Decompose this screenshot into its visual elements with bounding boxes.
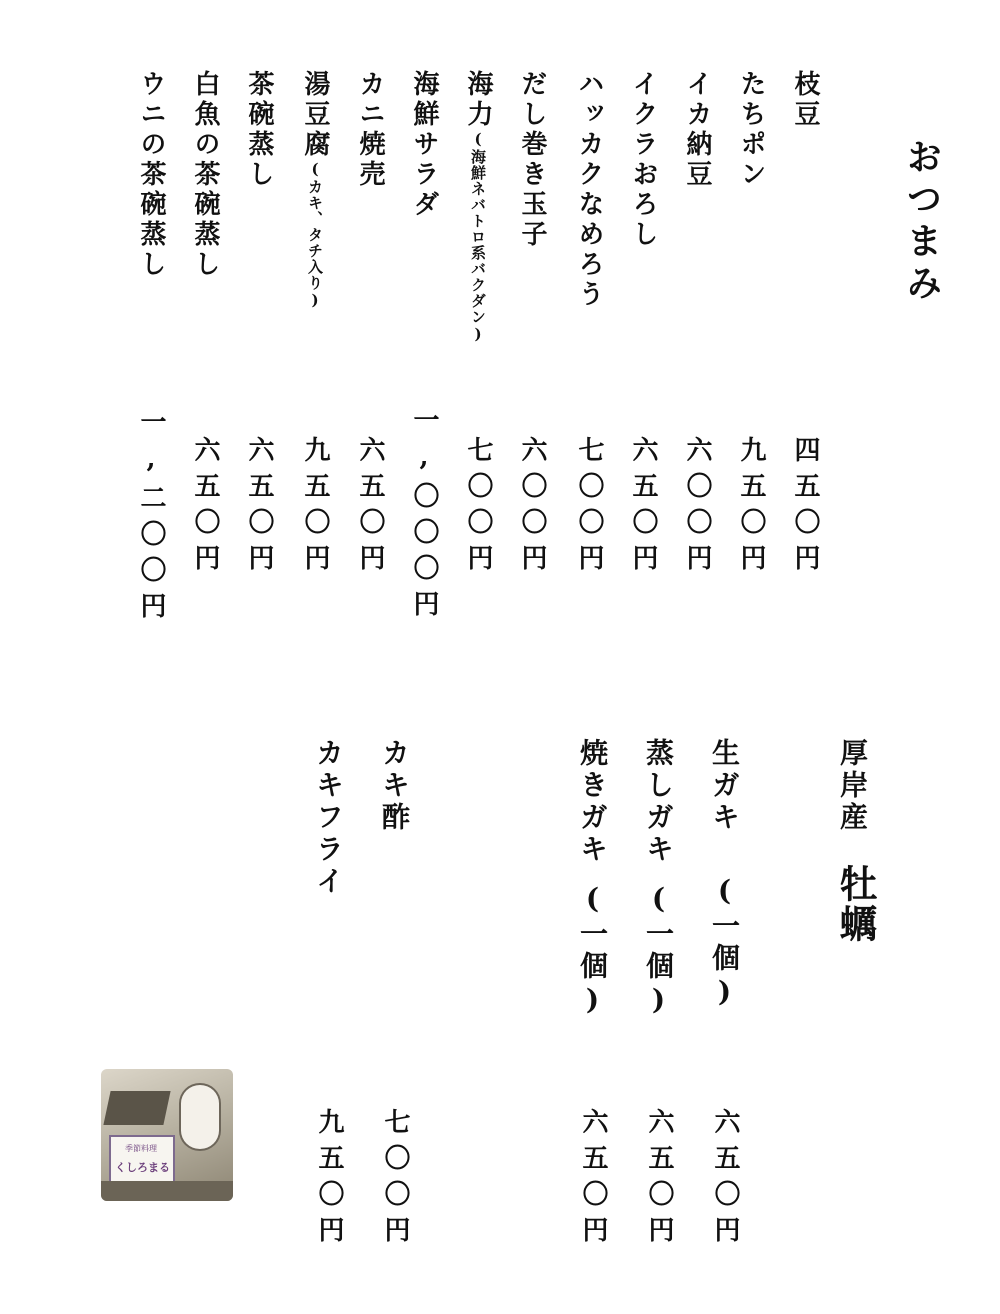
- menu-item-price: 六五〇円: [190, 436, 220, 580]
- menu-item-price: 六〇〇円: [517, 436, 547, 580]
- oyster-item-name: [642, 738, 675, 1020]
- menu-item-price: 六五〇円: [628, 436, 658, 580]
- building-base: [101, 1181, 233, 1201]
- oyster-item-label: 生ガキ: [708, 738, 741, 834]
- oyster-item-unit: (一個): [708, 874, 741, 1012]
- menu-item-price: 一,〇〇〇円: [409, 406, 439, 626]
- oyster-item-name: カキ酢: [378, 738, 411, 834]
- menu-item-price: 九五〇円: [736, 436, 766, 580]
- oyster-item-price: 六五〇円: [578, 1108, 608, 1252]
- menu-item-price: 七〇〇円: [463, 436, 493, 580]
- menu-item-name-kairiki: [465, 70, 491, 344]
- menu-item-name: 枝豆: [790, 70, 820, 130]
- menu-item-name: イクラおろし: [628, 70, 658, 250]
- menu-item-price: 六五〇円: [355, 436, 385, 580]
- menu-item-name: 白魚の茶碗蒸し: [190, 70, 220, 280]
- menu-item-price: 一,二〇〇円: [136, 408, 166, 628]
- page-title: おつまみ: [901, 138, 943, 306]
- menu-item-name: 海力: [463, 70, 493, 130]
- menu-item-name-yudofu: [302, 70, 328, 310]
- menu-item-price: 六五〇円: [244, 436, 274, 580]
- menu-item-note: (カキ、タチ入り): [306, 160, 324, 310]
- oyster-item-name: [708, 738, 741, 1012]
- menu-item-price: 七〇〇円: [574, 436, 604, 580]
- menu-item-name: ウニの茶碗蒸し: [136, 70, 166, 280]
- oyster-item-price: 七〇〇円: [380, 1108, 410, 1252]
- menu-item-name: だし巻き玉子: [517, 70, 547, 250]
- oyster-item-label: 蒸しガキ: [642, 738, 675, 866]
- menu-item-price: 九五〇円: [300, 436, 330, 580]
- menu-item-note: (海鮮ネバトロ系バクダン): [469, 130, 487, 344]
- menu-item-name: 湯豆腐: [300, 70, 330, 160]
- menu-item-price: 六〇〇円: [682, 436, 712, 580]
- menu-item-name: 海鮮サラダ: [409, 70, 439, 220]
- restaurant-logo-image: [101, 1069, 233, 1201]
- oyster-item-unit: (一個): [576, 882, 609, 1020]
- menu-item-name: 茶碗蒸し: [244, 70, 274, 190]
- oyster-item-price: 六五〇円: [710, 1108, 740, 1252]
- menu-item-name: ハッカクなめろう: [574, 70, 604, 310]
- lantern-icon: [179, 1083, 221, 1151]
- menu-item-price: 四五〇円: [790, 436, 820, 580]
- menu-item-name: たちポン: [736, 70, 766, 190]
- oyster-item-price: 六五〇円: [644, 1108, 674, 1252]
- oyster-item-price: 九五〇円: [314, 1108, 344, 1252]
- shop-sign-sub: 季節料理: [125, 1144, 157, 1153]
- roof-shape: [103, 1091, 170, 1125]
- oyster-item-name: カキフライ: [312, 738, 345, 898]
- shop-sign: [109, 1135, 175, 1183]
- menu-item-name: イカ納豆: [682, 70, 712, 190]
- oyster-item-name: [576, 738, 609, 1020]
- oyster-title: 牡蠣: [833, 864, 878, 944]
- shop-sign-text: くしろまる: [115, 1161, 170, 1174]
- oyster-origin: 厚岸産: [836, 738, 869, 834]
- menu-item-name: カニ焼売: [355, 70, 385, 190]
- oyster-item-label: 焼きガキ: [576, 738, 609, 866]
- oyster-item-unit: (一個): [642, 882, 675, 1020]
